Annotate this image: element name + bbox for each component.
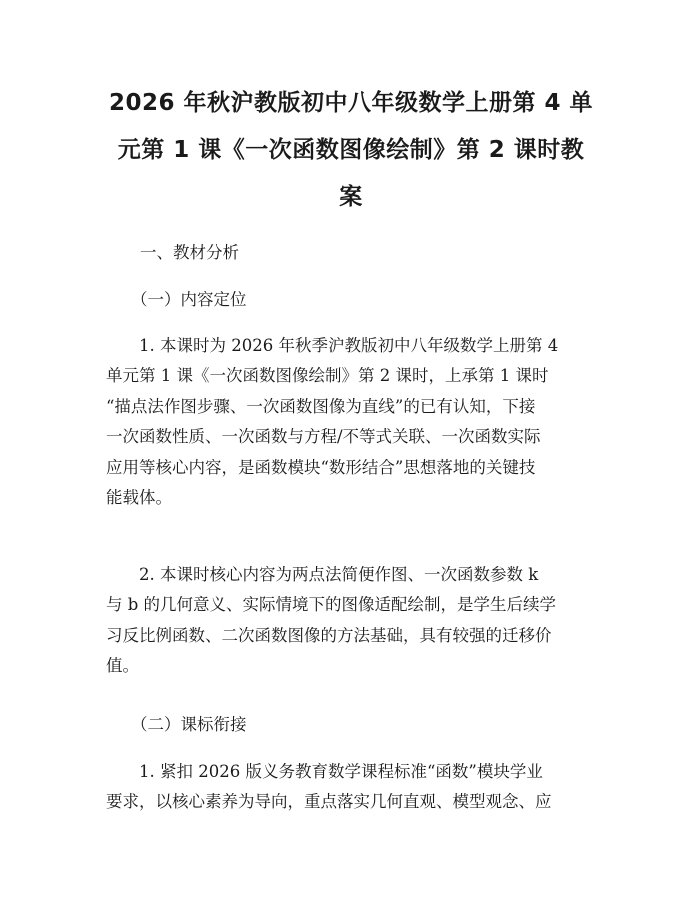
paragraph-line: 应用等核心内容，是函数模块“数形结合”思想落地的关键技 [106, 457, 536, 477]
paragraph-line: 2. 本课时核心内容为两点法简便作图、一次函数参数 k [139, 565, 539, 584]
paragraph-line: 与 b 的几何意义、实际情境下的图像适配绘制，是学生后续学 [106, 595, 557, 615]
paragraph-line: 习反比例函数、二次函数图像的方法基础，具有较强的迁移价 [106, 625, 552, 645]
paragraph-line: 值。 [106, 656, 139, 676]
paragraph-line: 单元第 1 课《一次函数图像绘制》第 2 课时，上承第 1 课时 [106, 366, 549, 386]
paragraph-line: 要求，以核心素养为导向，重点落实几何直观、模型观念、应 [106, 792, 552, 812]
paragraph-content-positioning-2 [106, 560, 604, 682]
section-heading-textbook-analysis: 一、教材分析 [140, 243, 239, 262]
subsection-heading-content-positioning: （一）内容定位 [131, 290, 247, 309]
document-title [96, 80, 606, 221]
title-line-3: 案 [339, 184, 363, 210]
paragraph-line: 能载体。 [106, 488, 172, 508]
subsection-heading-curriculum-alignment: （二）课标衔接 [131, 715, 247, 734]
paragraph-curriculum-alignment-1 [106, 757, 604, 818]
title-line-2: 元第 1 课《一次函数图像绘制》第 2 课时教 [117, 137, 585, 163]
title-line-1: 2026 年秋沪教版初中八年级数学上册第 4 单 [108, 90, 594, 116]
paragraph-line: 一次函数性质、一次函数与方程/不等式关联、一次函数实际 [106, 427, 541, 447]
paragraph-line: 1. 本课时为 2026 年秋季沪教版初中八年级数学上册第 4 [139, 336, 559, 355]
paragraph-line: 1. 紧扣 2026 版义务教育数学课程标准“函数”模块学业 [139, 762, 543, 781]
paragraph-content-positioning-1 [106, 331, 604, 513]
paragraph-line: “描点法作图步骤、一次函数图像为直线”的已有认知，下接 [106, 396, 536, 416]
